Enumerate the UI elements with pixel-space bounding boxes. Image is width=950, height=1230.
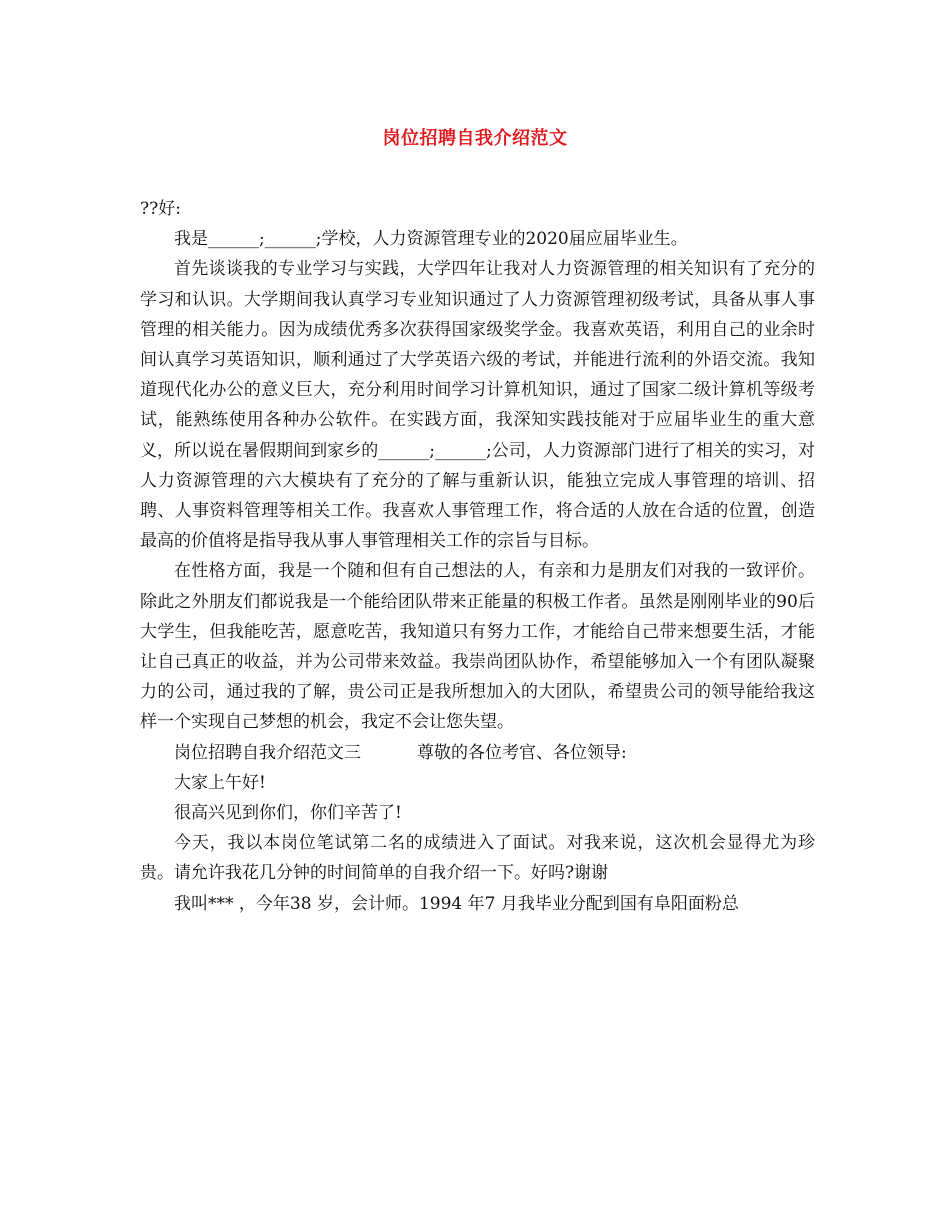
paragraph-pleasure: 很高兴见到你们，你们辛苦了! [174,803,402,824]
paragraph-greeting: 大家上午好! [174,772,266,793]
document-body [140,194,815,919]
paragraph-self-intro: 我叫*** ，今年38 岁，会计师。1994 年7 月我毕业分配到国有阜阳面粉总 [174,893,739,914]
paragraph-personality: 在性格方面，我是一个随和但有自己想法的人，有亲和力是朋友们对我的一致评价。除此之外朋友们都说我是一个能给团队带来正能量的积极工作者。虽然是刚刚毕业的90后大学生，但我能吃苦，愿意吃苦，我知道只有努力工作，才能给自己带来想要生活，才能让自己真正的收益，并为公司带来效益。我崇尚团队协作，希望能够加入一个有团队凝聚力的公司，通过我的了解，贵公司正是我所想加入的大团队，希望贵公司的领导能给我这样一个实现自己梦想的机会，我定不会让您失望。 [140,561,815,733]
section-heading-line [140,738,815,768]
paragraph-study-practice: 首先谈谈我的专业学习与实践，大学四年让我对人力资源管理的相关知识有了充分的学习和认识。大学期间我认真学习专业知识通过了人力资源管理初级考试，具备从事人事管理的相关能力。因为成绩优秀多次获得国家级奖学金。我喜欢英语，利用自己的业余时间认真学习英语知识，顺利通过了大学英语六级的考试，并能进行流利的外语交流。我知道现代化办公的意义巨大，充分利用时间学习计算机知识，通过了国家二级计算机等级考试，能熟练使用各种办公软件。在实践方面，我深知实践技能对于应届毕业生的重大意义，所以说在暑假期间到家乡的______;______;公司，人力资源部门进行了相关的实习，对人力资源管理的六大模块有了充分的了解与重新认识，能独立完成人事管理的培训、招聘、人事资料管理等相关工作。我喜欢人事管理工作，将合适的人放在合适的位置，创造最高的价值将是指导我从事人事管理相关工作的宗旨与目标。 [140,259,815,552]
section-heading: 岗位招聘自我介绍范文三 [174,742,361,763]
section-greeting: 尊敬的各位考官、各位领导: [417,742,627,763]
document-title: 岗位招聘自我介绍范文 [382,128,568,149]
paragraph-intro: 我是______;______;学校，人力资源管理专业的2020届应届毕业生。 [174,229,688,250]
paragraph-interview: 今天，我以本岗位笔试第二名的成绩进入了面试。对我来说，这次机会显得尤为珍贵。请允许我花几分钟的时间简单的自我介绍一下。好吗?谢谢 [140,833,815,884]
salutation: ??好: [140,199,181,219]
